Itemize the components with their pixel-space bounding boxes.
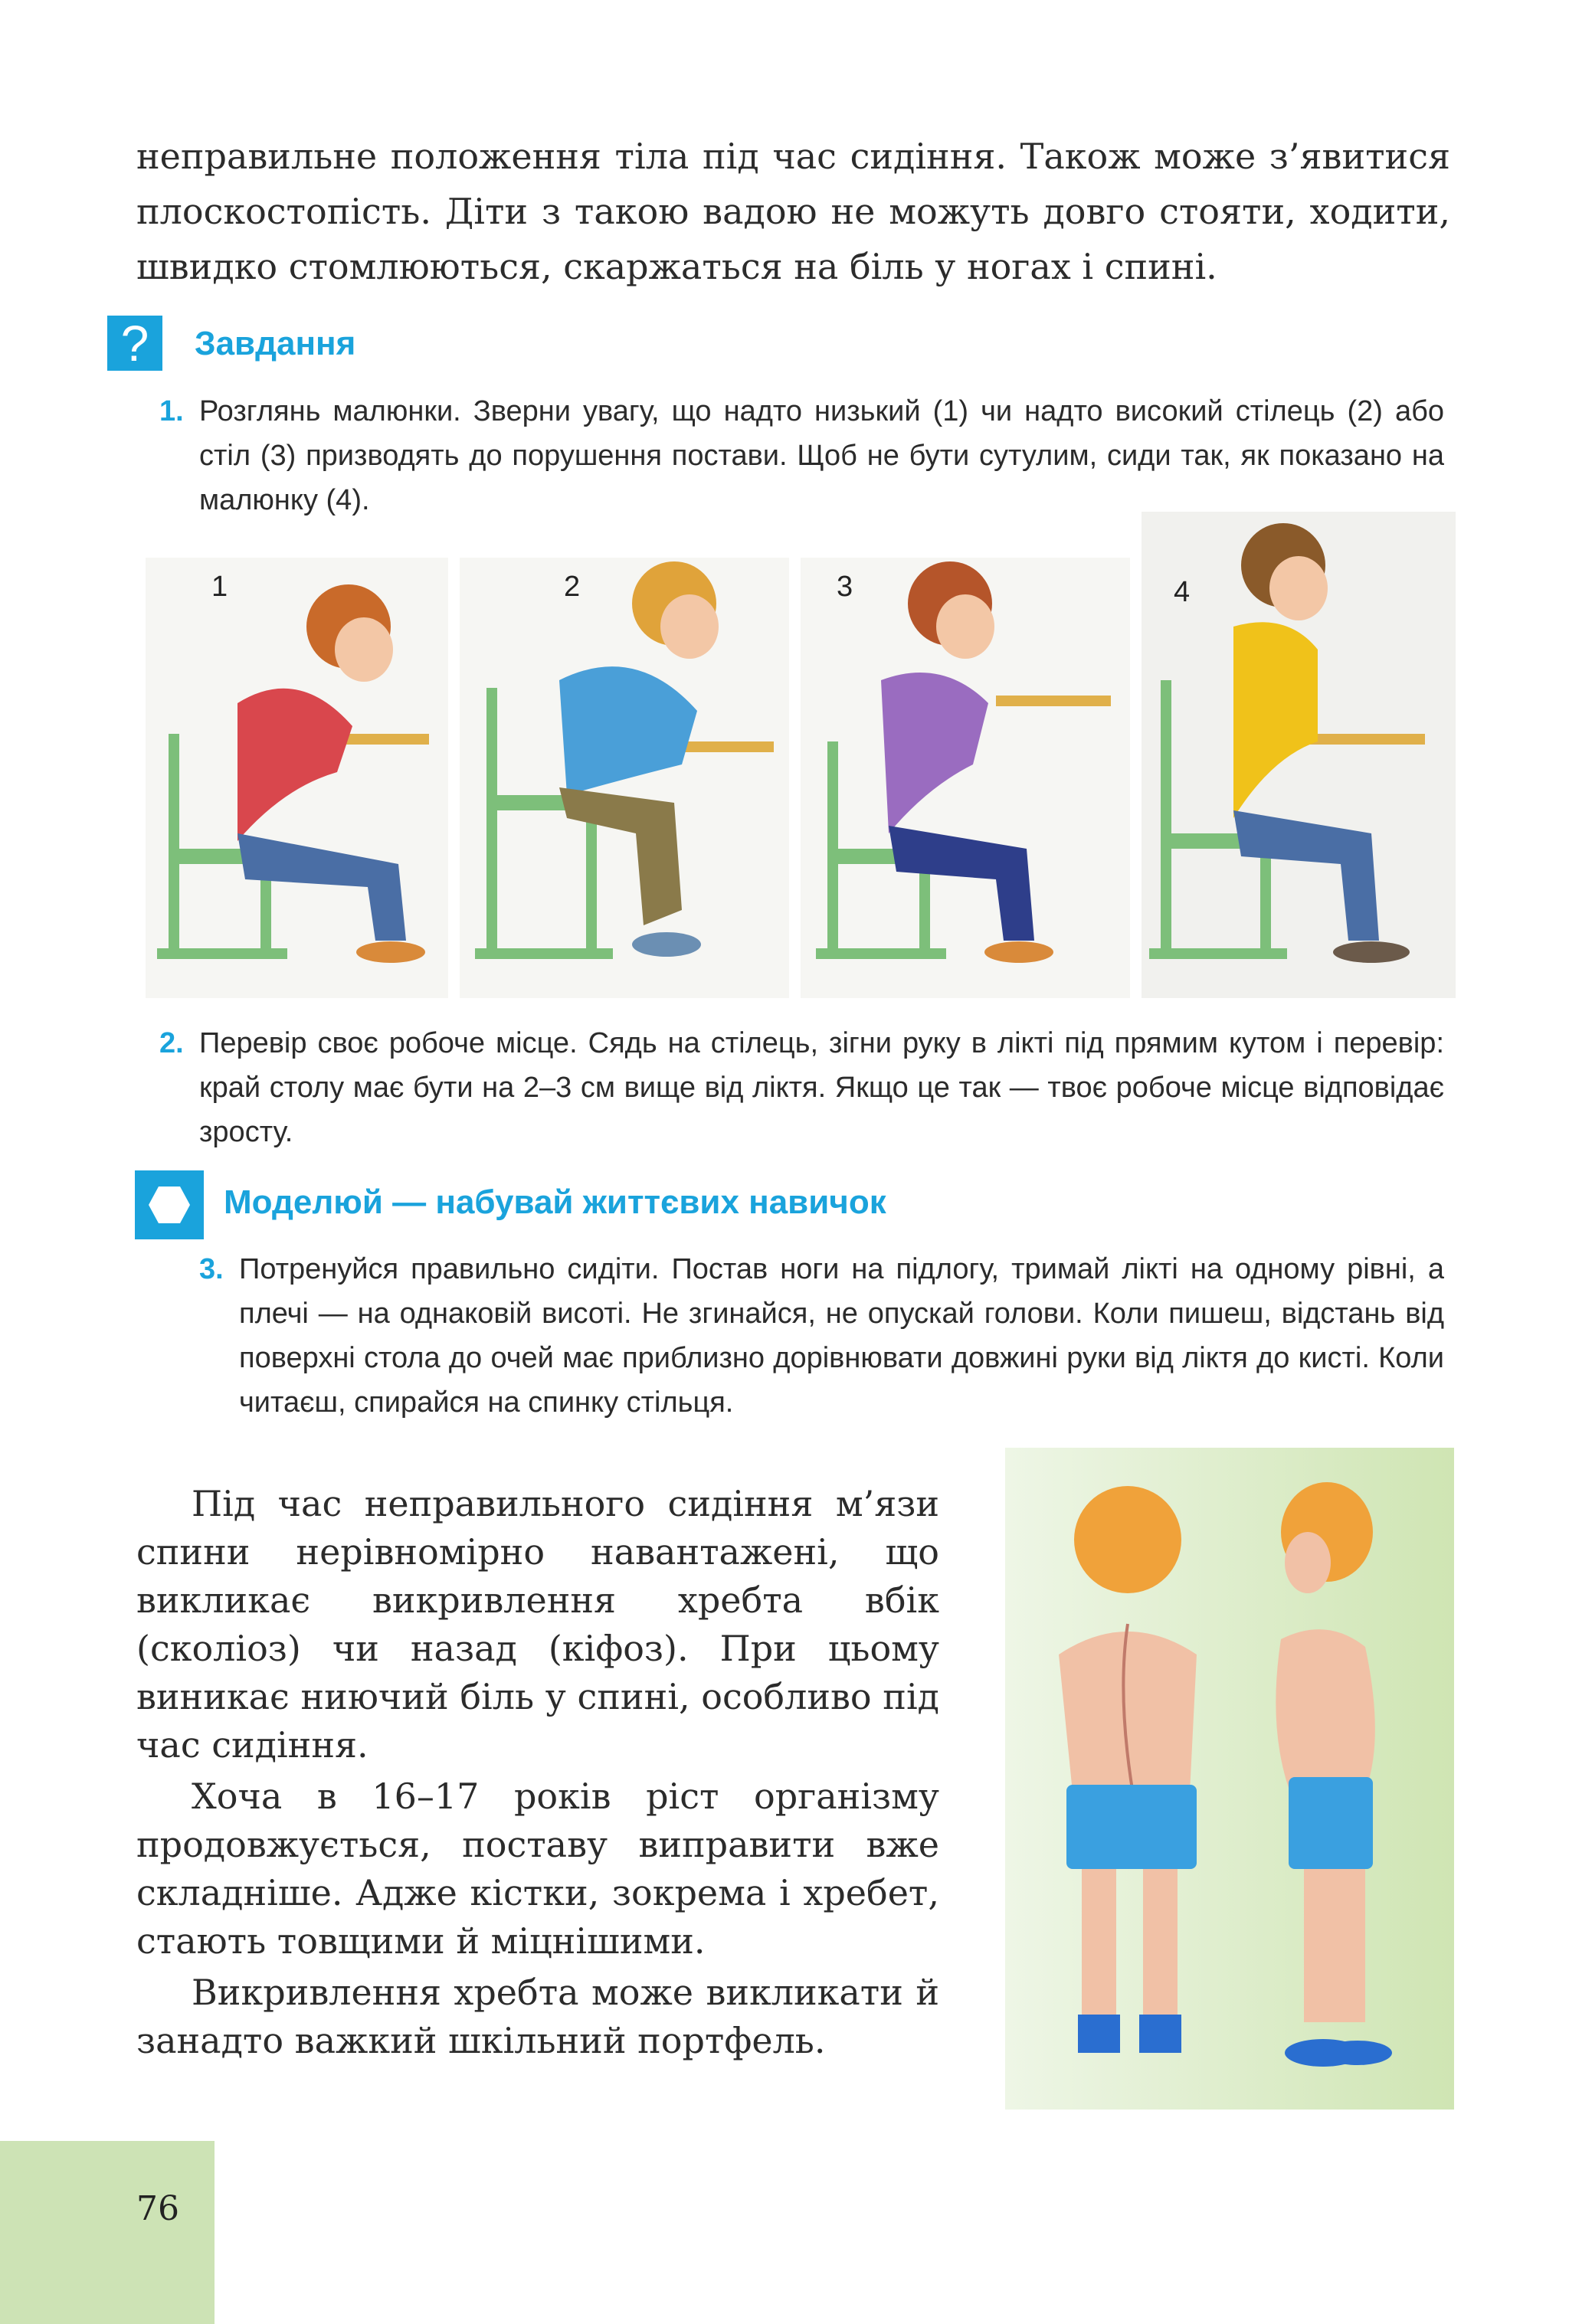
footer-band <box>0 2141 215 2324</box>
task-item-2 <box>159 1021 1444 1154</box>
task-heading: Завдання <box>195 325 356 362</box>
hexagon-shape <box>147 1185 192 1225</box>
figure-label-4: 4 <box>1174 576 1191 608</box>
body-text <box>136 1480 939 2065</box>
task-number: 1. <box>159 395 184 427</box>
task-item-1 <box>159 389 1444 522</box>
question-mark-icon <box>107 316 162 371</box>
task-number: 2. <box>159 1027 184 1059</box>
model-heading: Моделюй — набувай життєвих навичок <box>224 1183 886 1221</box>
task-number: 3. <box>199 1253 224 1285</box>
body-paragraph-3: Викривлення хребта може викликати й занадто важкий шкільний портфель. <box>136 1972 939 2061</box>
task-text: Перевір своє робоче місце. Сядь на стілець, зігни руку в лікті під прямим кутом і перевір: край столу має бути на 2–3 см вище від ліктя. Якщо це так — твоє робоче місце відповідає зросту. <box>199 1027 1444 1148</box>
intro-paragraph: неправильне положення тіла під час сидіння. Також може з’явитися плоскостопість. Діти з такою вадою не можуть довго стояти, ходити, швидко стомлюються, скаржаться на біль у ногах і спині. <box>136 136 1450 287</box>
body-paragraph-1: Під час неправильного сидіння м’язи спини нерівномірно навантажені, що викликає викривлення хребта вбік (сколіоз) чи назад (кіфоз). При цьому виникає ниючий біль у спині, особливо під час сидіння. <box>136 1483 939 1766</box>
model-item-3 <box>199 1247 1444 1425</box>
task-text: Розглянь малюнки. Зверни увагу, що надто низький (1) чи надто високий стілець (2) або стіл (3) призводять до порушення постави. Щоб не бути сутулим, сиди так, як показано на малюнку (4). <box>199 395 1444 516</box>
hexagon-icon <box>135 1170 204 1239</box>
figure-label-2: 2 <box>564 571 581 603</box>
posture-illustrations <box>146 512 1456 1002</box>
spine-posture-illustration <box>1005 1448 1454 2110</box>
figure-label-3: 3 <box>837 571 853 603</box>
task-text: Потренуйся правильно сидіти. Постав ноги на підлогу, тримай лікті на одному рівні, а плечі — на однаковій висоті. Не згинайся, не опускай голови. Коли пишеш, відстань від поверхні стола до очей має приблизно дорівнювати довжині руки від ліктя до кисті. Коли читаєш, спирайся на спинку стільця. <box>239 1253 1444 1419</box>
boys-standing-figure <box>1005 1448 1454 2110</box>
page-number: 76 <box>136 2189 179 2228</box>
question-mark-glyph: ? <box>120 315 149 372</box>
figure-label-1: 1 <box>211 571 228 603</box>
body-paragraph-2: Хоча в 16–17 років ріст організму продовжується, поставу виправити вже складніше. Адже кістки, зокрема і хребет, стають товщими й міцнішими. <box>136 1776 939 1962</box>
sitting-posture-figures <box>146 512 1456 1002</box>
